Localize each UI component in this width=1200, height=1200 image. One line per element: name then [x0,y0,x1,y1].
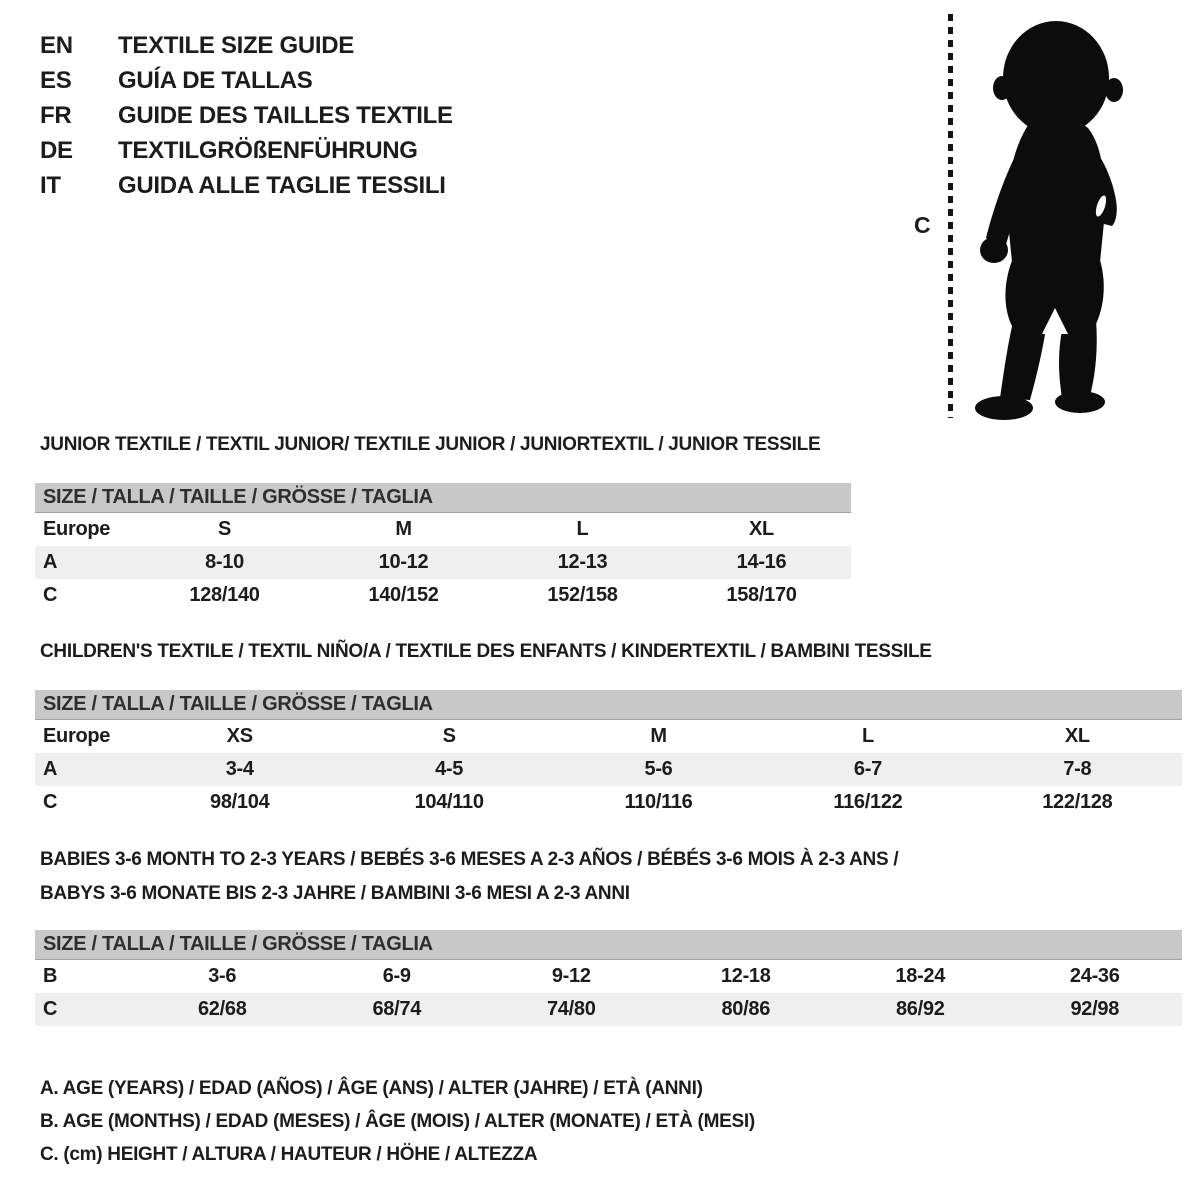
table-row-europe [35,720,1182,753]
babies-title-line2: BABYS 3-6 MONATE BIS 2-3 JAHRE / BAMBINI 3-6 MESI A 2-3 ANNI [40,883,630,904]
table-row-age-years [35,753,1182,786]
size-cell: 4-5 [435,758,464,780]
row-label-cell: Europe [43,725,111,747]
size-cell: 140/152 [368,584,439,606]
size-cell: 7-8 [1063,758,1092,780]
toddler-silhouette-icon [963,10,1143,420]
language-row-de [40,133,453,168]
size-cell: 92/98 [1070,998,1120,1020]
size-cell: 8-10 [205,551,244,573]
size-cell: 62/68 [197,998,247,1020]
size-cell: 14-16 [736,551,787,573]
babies-title-line1: BABIES 3-6 MONTH TO 2-3 YEARS / BEBÉS 3-6 MESES A 2-3 AÑOS / BÉBÉS 3-6 MOIS À 2-3 ANS / [40,849,899,870]
size-table-header: SIZE / TALLA / TAILLE / GRÖSSE / TAGLIA [35,930,1182,960]
size-cell: 80/86 [721,998,771,1020]
table-row-height [35,579,851,612]
row-label-cell: C [43,791,58,813]
size-cell: 68/74 [372,998,422,1020]
language-code: FR [40,101,72,129]
size-cell: 104/110 [414,791,484,813]
size-cell: 152/158 [547,584,618,606]
language-title: GUIDE DES TAILLES TEXTILE [118,101,453,129]
size-cell: XL [749,518,774,540]
size-cell: L [861,725,874,747]
size-cell: 74/80 [546,998,596,1020]
size-cell: 3-4 [225,758,254,780]
row-label-cell: C [43,584,58,606]
row-label-cell: Europe [43,518,111,540]
row-label-cell: B [43,965,58,987]
size-cell: 5-6 [644,758,673,780]
language-title: GUIDA ALLE TAGLIE TESSILI [118,171,446,199]
language-title-list [40,28,453,203]
size-cell: 122/128 [1042,791,1113,813]
children-section-title: CHILDREN'S TEXTILE / TEXTIL NIÑO/A / TEXTILE DES ENFANTS / KINDERTEXTIL / BAMBINI TESSILE [40,641,932,662]
size-cell: L [576,518,589,540]
language-title: TEXTILE SIZE GUIDE [118,31,354,59]
legend-line-c: C. (cm) HEIGHT / ALTURA / HAUTEUR / HÖHE / ALTEZZA [40,1144,538,1165]
language-row-it [40,168,453,203]
table-row-height [35,786,1182,819]
row-label-cell: A [43,551,58,573]
language-row-fr [40,98,453,133]
size-cell: M [650,725,667,747]
size-table-header: SIZE / TALLA / TAILLE / GRÖSSE / TAGLIA [35,483,851,513]
size-cell: 10-12 [378,551,429,573]
size-cell: 24-36 [1069,965,1120,987]
language-row-es [40,63,453,98]
size-cell: 116/122 [833,791,903,813]
size-cell: 3-6 [208,965,237,987]
babies-section-title [40,843,898,911]
language-title: GUÍA DE TALLAS [118,66,313,94]
junior-section-title: JUNIOR TEXTILE / TEXTIL JUNIOR/ TEXTILE JUNIOR / JUNIORTEXTIL / JUNIOR TESSILE [40,434,821,455]
junior-size-table [35,483,851,612]
legend [40,1072,755,1171]
size-cell: 9-12 [551,965,591,987]
size-cell: 12-13 [557,551,608,573]
row-label-cell: A [43,758,58,780]
language-code: ES [40,66,72,94]
height-measure-line [948,14,953,418]
size-cell: 6-9 [382,965,411,987]
size-cell: S [217,518,232,540]
size-cell: 110/116 [624,791,693,813]
size-cell: 12-18 [720,965,771,987]
size-cell: 128/140 [189,584,260,606]
language-code: IT [40,171,61,199]
size-table-header: SIZE / TALLA / TAILLE / GRÖSSE / TAGLIA [35,690,1182,720]
table-row-age-months [35,960,1182,993]
babies-size-table [35,930,1182,1026]
row-label-cell: C [43,998,58,1020]
language-code: EN [40,31,73,59]
size-cell: XL [1064,725,1090,747]
legend-line-a: A. AGE (YEARS) / EDAD (AÑOS) / ÂGE (ANS) / ALTER (JAHRE) / ETÀ (ANNI) [40,1078,703,1099]
table-row-age-years [35,546,851,579]
size-cell: 18-24 [895,965,946,987]
size-cell: M [395,518,412,540]
size-cell: 158/170 [726,584,797,606]
size-cell: 86/92 [895,998,945,1020]
size-cell: S [442,725,456,747]
height-measure-label: C [914,212,931,238]
children-size-table [35,690,1182,819]
table-row-height [35,993,1182,1026]
language-code: DE [40,136,73,164]
table-row-europe [35,513,851,546]
language-title: TEXTILGRÖßENFÜHRUNG [118,136,418,164]
legend-line-b: B. AGE (MONTHS) / EDAD (MESES) / ÂGE (MOIS) / ALTER (MONATE) / ETÀ (MESI) [40,1111,755,1132]
size-cell: 6-7 [853,758,882,780]
size-cell: 98/104 [210,791,270,813]
language-row-en [40,28,453,63]
size-cell: XS [226,725,253,747]
